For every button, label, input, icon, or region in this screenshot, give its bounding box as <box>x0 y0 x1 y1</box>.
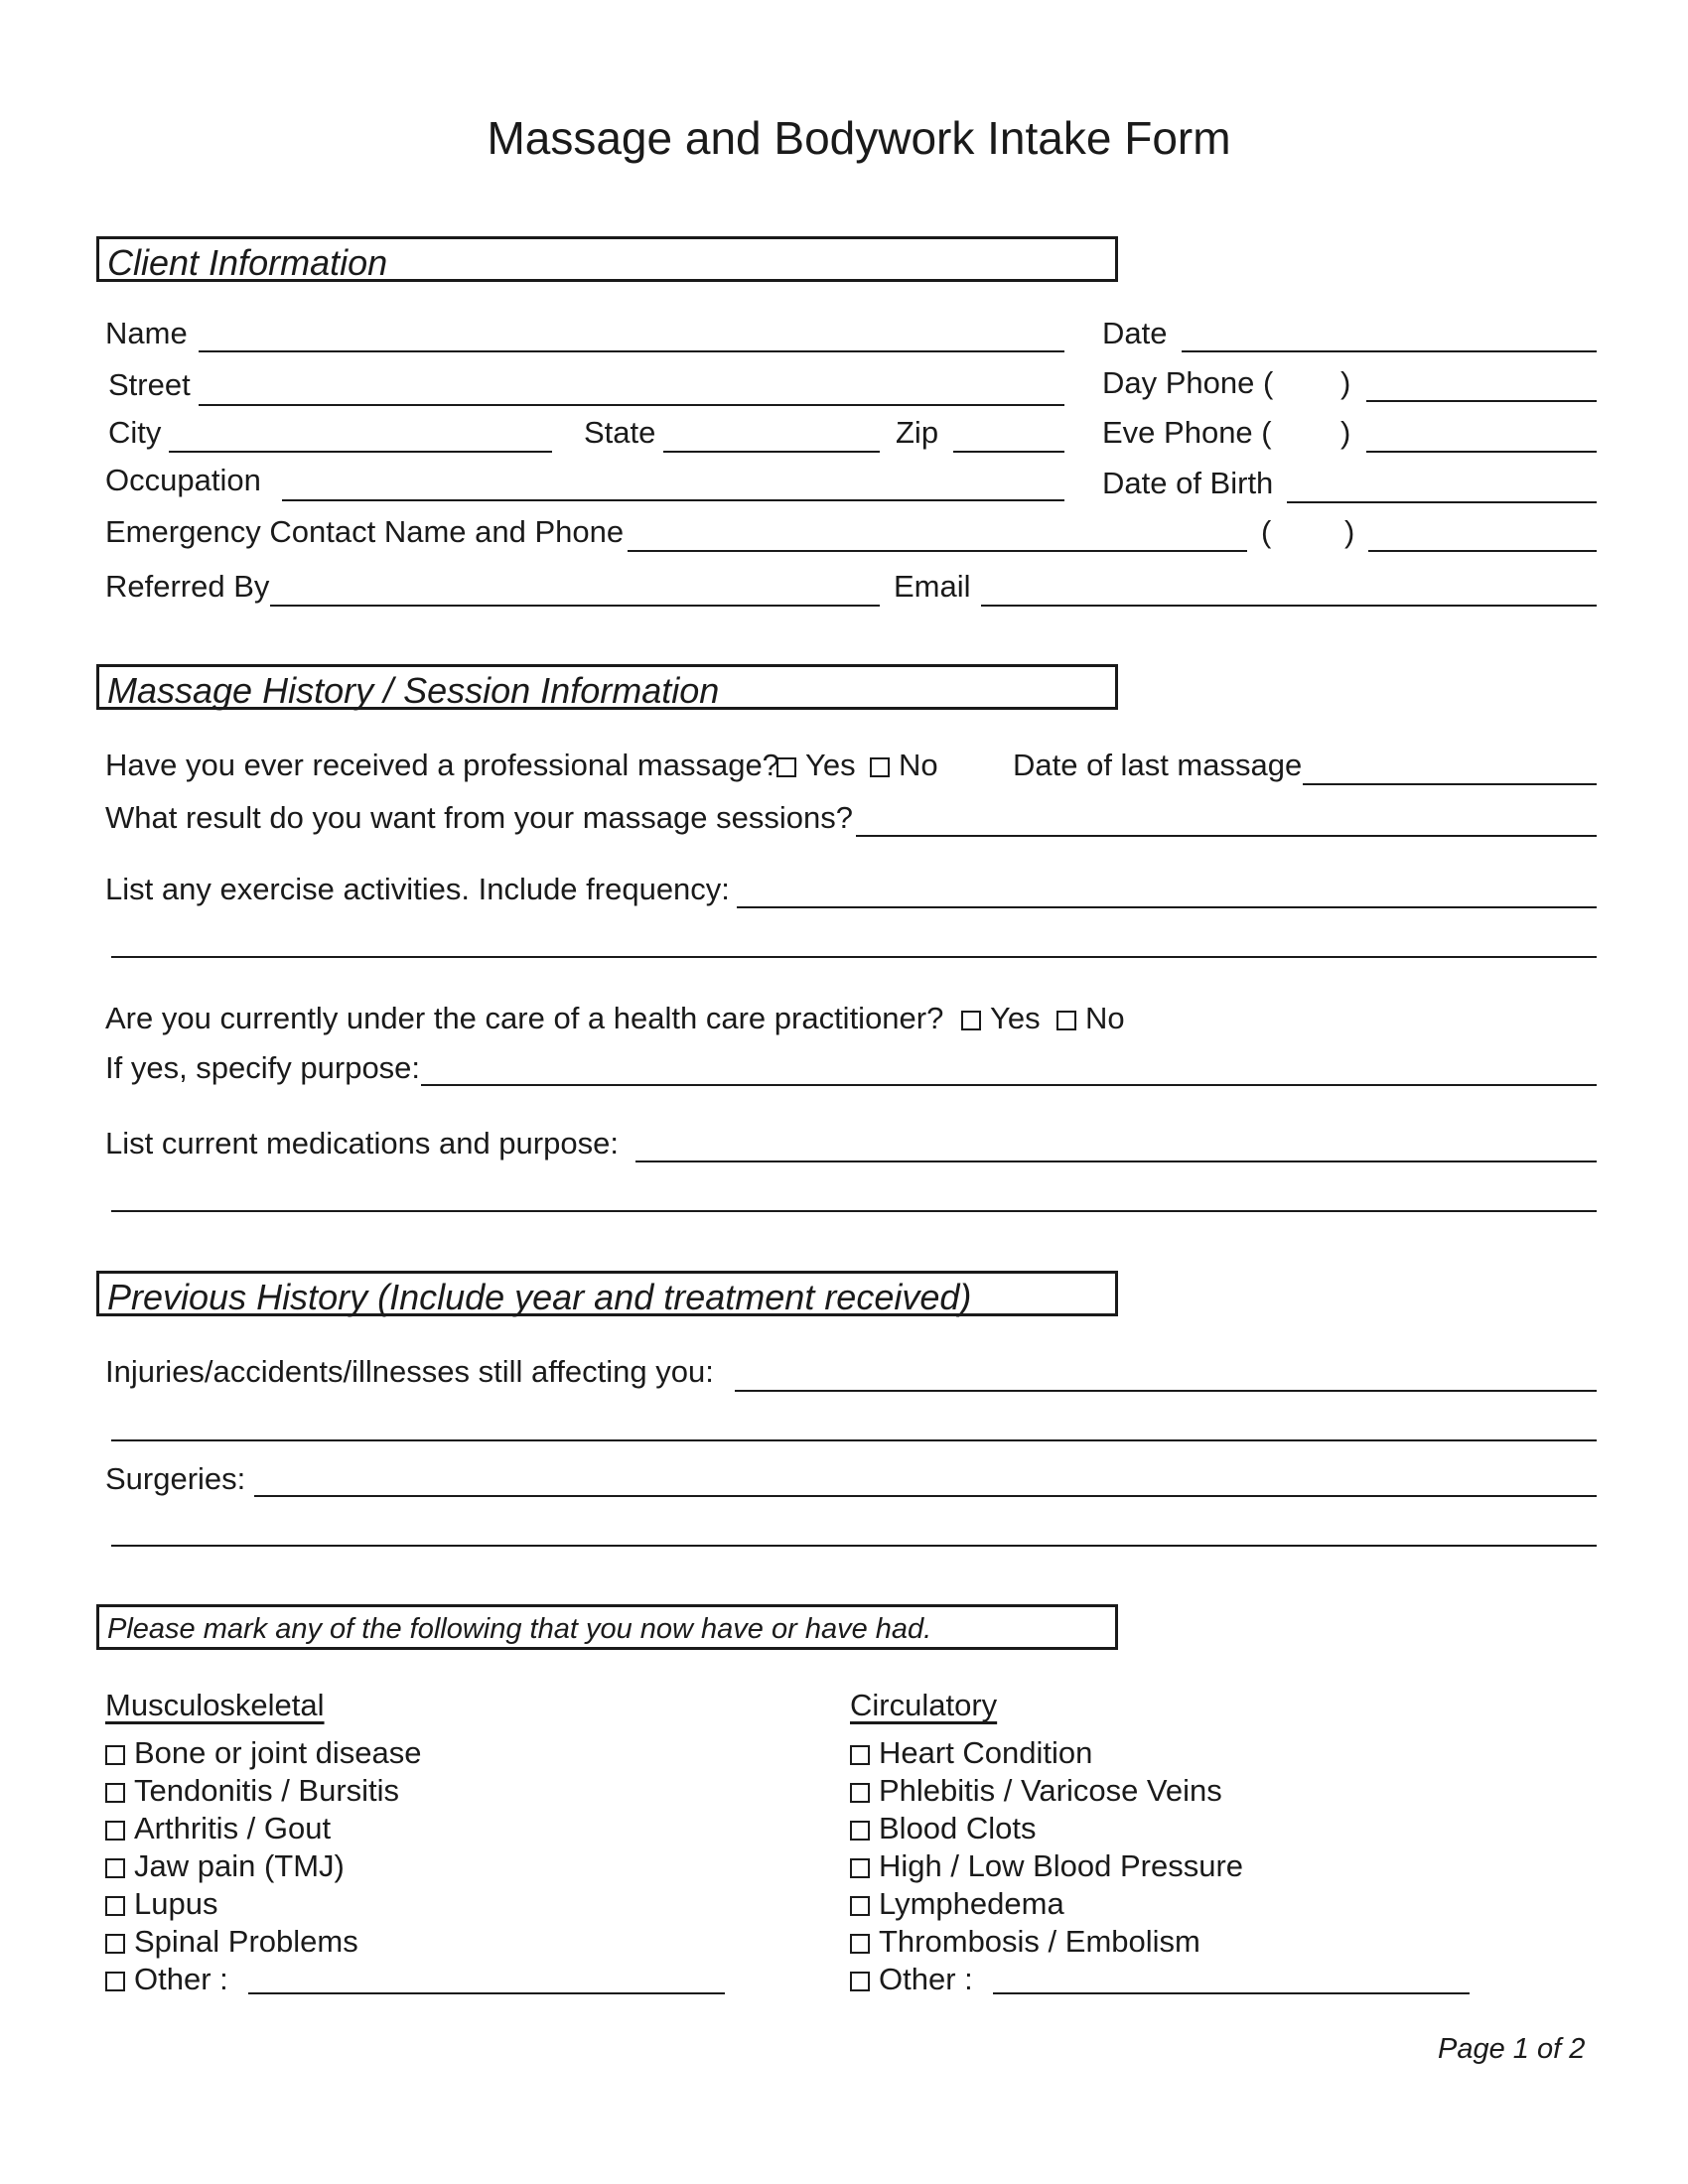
condition-label: High / Low Blood Pressure <box>879 1848 1244 1883</box>
date-label: Date <box>1102 316 1168 350</box>
emergency-paren-open: ( <box>1261 514 1272 549</box>
surgeries-label: Surgeries: <box>105 1461 246 1496</box>
checkbox[interactable] <box>850 1821 870 1841</box>
checkbox[interactable] <box>850 1858 870 1878</box>
section-client-information <box>96 236 1118 282</box>
musculoskeletal-heading: Musculoskeletal <box>105 1688 325 1722</box>
condition-item[interactable] <box>850 1886 1064 1922</box>
condition-item-other[interactable] <box>850 1962 973 1997</box>
eve-phone-field[interactable] <box>1366 451 1597 453</box>
checkbox[interactable] <box>105 1896 125 1916</box>
emergency-name-field[interactable] <box>628 550 1247 552</box>
exercise-label: List any exercise activities. Include frequency: <box>105 872 730 906</box>
condition-label: Jaw pain (TMJ) <box>134 1848 345 1883</box>
received-massage-question: Have you ever received a professional massage? <box>105 748 779 782</box>
care-no-option[interactable] <box>1056 1001 1125 1036</box>
surgeries-field-line-2[interactable] <box>111 1545 1597 1547</box>
condition-label: Heart Condition <box>879 1735 1093 1770</box>
condition-label: Thrombosis / Embolism <box>879 1924 1200 1959</box>
condition-label: Blood Clots <box>879 1811 1037 1845</box>
city-label: City <box>108 415 162 450</box>
medications-label: List current medications and purpose: <box>105 1126 619 1160</box>
result-field[interactable] <box>856 835 1597 837</box>
street-field[interactable] <box>199 404 1064 406</box>
checkbox[interactable] <box>105 1783 125 1803</box>
condition-item-other[interactable] <box>105 1962 228 1997</box>
checkbox[interactable] <box>850 1896 870 1916</box>
musculoskeletal-other-field[interactable] <box>248 1992 725 1994</box>
emergency-paren-close: ) <box>1344 514 1355 549</box>
referred-field[interactable] <box>270 605 880 607</box>
received-yes-option[interactable] <box>776 748 856 783</box>
medications-field[interactable] <box>635 1160 1597 1162</box>
condition-item[interactable] <box>850 1811 1037 1846</box>
last-massage-label: Date of last massage <box>1013 748 1303 782</box>
day-phone-label: Day Phone ( <box>1102 365 1274 400</box>
medications-field-line-2[interactable] <box>111 1210 1597 1212</box>
occupation-field[interactable] <box>282 499 1064 501</box>
name-label: Name <box>105 316 188 350</box>
exercise-field-line-2[interactable] <box>111 956 1597 958</box>
injuries-label: Injuries/accidents/illnesses still affecting you: <box>105 1354 714 1389</box>
state-label: State <box>584 415 656 450</box>
condition-item[interactable] <box>105 1773 399 1809</box>
section-previous-history <box>96 1271 1118 1316</box>
checkbox[interactable] <box>776 757 796 777</box>
no-label: No <box>1085 1001 1125 1035</box>
care-question: Are you currently under the care of a health care practitioner? <box>105 1001 944 1035</box>
circulatory-other-field[interactable] <box>993 1992 1470 1994</box>
condition-item[interactable] <box>850 1773 1222 1809</box>
emergency-phone-field[interactable] <box>1368 550 1597 552</box>
referred-label: Referred By <box>105 569 270 604</box>
condition-item[interactable] <box>105 1848 345 1884</box>
day-phone-field[interactable] <box>1366 400 1597 402</box>
condition-label: Other : <box>879 1962 973 1996</box>
street-label: Street <box>108 367 191 402</box>
condition-label: Lymphedema <box>879 1886 1064 1921</box>
condition-label: Phlebitis / Varicose Veins <box>879 1773 1222 1808</box>
purpose-label: If yes, specify purpose: <box>105 1050 421 1085</box>
section-conditions <box>96 1604 1118 1650</box>
yes-label: Yes <box>990 1001 1041 1035</box>
checkbox[interactable] <box>105 1934 125 1954</box>
condition-item[interactable] <box>105 1886 217 1922</box>
condition-item[interactable] <box>850 1848 1243 1884</box>
condition-label: Lupus <box>134 1886 218 1921</box>
section-title: Massage History / Session Information <box>107 670 720 711</box>
last-massage-field[interactable] <box>1303 783 1597 785</box>
yes-label: Yes <box>805 748 856 782</box>
state-field[interactable] <box>663 451 880 453</box>
injuries-field-line-2[interactable] <box>111 1439 1597 1441</box>
email-label: Email <box>894 569 971 604</box>
zip-label: Zip <box>896 415 939 450</box>
section-title: Please mark any of the following that you now have or have had. <box>107 1613 932 1645</box>
condition-label: Arthritis / Gout <box>134 1811 332 1845</box>
result-question: What result do you want from your massage sessions? <box>105 800 853 835</box>
dob-field[interactable] <box>1287 501 1597 503</box>
checkbox[interactable] <box>870 757 890 777</box>
received-no-option[interactable] <box>870 748 938 783</box>
zip-field[interactable] <box>953 451 1064 453</box>
no-label: No <box>899 748 938 782</box>
condition-item[interactable] <box>850 1735 1092 1771</box>
dob-label: Date of Birth <box>1102 466 1274 500</box>
emergency-label: Emergency Contact Name and Phone <box>105 514 625 549</box>
condition-item[interactable] <box>850 1924 1200 1960</box>
day-phone-paren: ) <box>1340 365 1351 400</box>
checkbox[interactable] <box>1056 1011 1076 1030</box>
checkbox[interactable] <box>850 1783 870 1803</box>
eve-phone-label: Eve Phone ( <box>1102 415 1272 450</box>
condition-label: Tendonitis / Bursitis <box>134 1773 400 1808</box>
name-field[interactable] <box>199 350 1064 352</box>
condition-item[interactable] <box>105 1735 422 1771</box>
condition-label: Other : <box>134 1962 228 1996</box>
checkbox[interactable] <box>850 1934 870 1954</box>
condition-item[interactable] <box>105 1811 331 1846</box>
section-massage-history <box>96 664 1118 710</box>
page-title: Massage and Bodywork Intake Form <box>487 112 1231 164</box>
section-title: Previous History (Include year and treatment received) <box>107 1277 972 1317</box>
exercise-field[interactable] <box>737 906 1597 908</box>
condition-label: Bone or joint disease <box>134 1735 422 1770</box>
surgeries-field[interactable] <box>254 1495 1597 1497</box>
email-field[interactable] <box>981 605 1597 607</box>
condition-item[interactable] <box>105 1924 358 1960</box>
checkbox[interactable] <box>105 1821 125 1841</box>
condition-label: Spinal Problems <box>134 1924 358 1959</box>
care-yes-option[interactable] <box>961 1001 1041 1036</box>
checkbox[interactable] <box>850 1745 870 1765</box>
checkbox[interactable] <box>105 1972 125 1991</box>
date-field[interactable] <box>1182 350 1597 352</box>
checkbox[interactable] <box>105 1858 125 1878</box>
page-number: Page 1 of 2 <box>1438 2033 1586 2065</box>
checkbox[interactable] <box>850 1972 870 1991</box>
checkbox[interactable] <box>961 1011 981 1030</box>
checkbox[interactable] <box>105 1745 125 1765</box>
purpose-field[interactable] <box>421 1084 1597 1086</box>
section-title: Client Information <box>107 242 388 283</box>
occupation-label: Occupation <box>105 463 261 497</box>
injuries-field[interactable] <box>735 1390 1597 1392</box>
eve-phone-paren: ) <box>1340 415 1351 450</box>
city-field[interactable] <box>169 451 552 453</box>
circulatory-heading: Circulatory <box>850 1688 998 1722</box>
